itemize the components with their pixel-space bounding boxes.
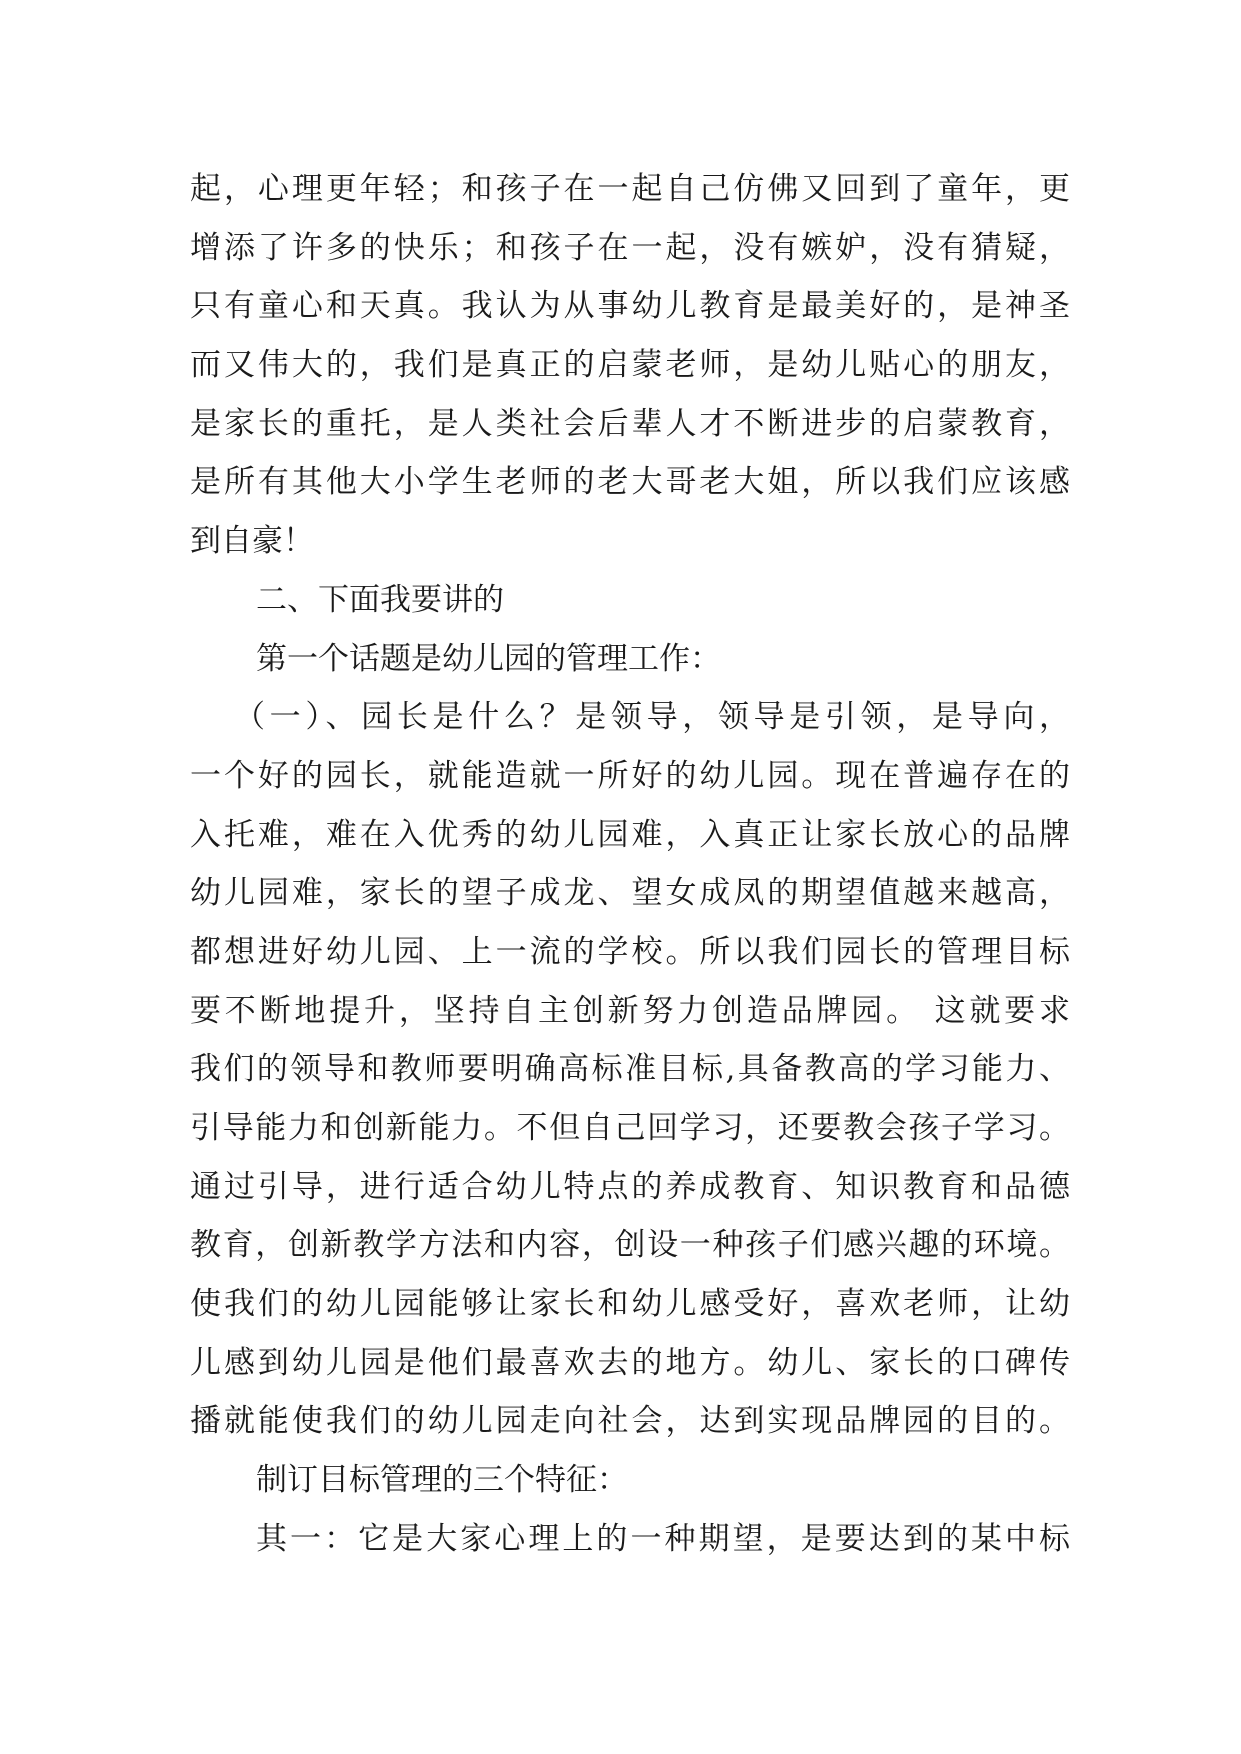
text-line: 增添了许多的快乐；和孩子在一起，没有嫉妒，没有猜疑， bbox=[190, 229, 1070, 266]
text-line: 引导能力和创新能力。不但自己回学习，还要教会孩子学习。 bbox=[190, 1110, 1070, 1146]
section-heading: 二、下面我要讲的 bbox=[256, 581, 504, 618]
text-line: 只有童心和天真。我认为从事幼儿教育是最美好的，是神圣 bbox=[190, 288, 1070, 325]
text-line: 要不断地提升，坚持自主创新努力创造品牌园。 这就要求 bbox=[190, 992, 1070, 1029]
text-line: 其一：它是大家心理上的一种期望，是要达到的某中标 bbox=[256, 1520, 1070, 1557]
text-line: 我们的领导和教师要明确高标准目标,具备教高的学习能力、 bbox=[190, 1051, 1070, 1088]
text-line: 通过引导，进行适合幼儿特点的养成教育、知识教育和品德 bbox=[190, 1168, 1070, 1205]
text-line: 起，心理更年轻；和孩子在一起自己仿佛又回到了童年，更 bbox=[190, 171, 1070, 207]
list-heading: 制订目标管理的三个特征： bbox=[256, 1462, 628, 1499]
text-line: 幼儿园难，家长的望子成龙、望女成凤的期望值越来越高， bbox=[190, 875, 1070, 912]
text-line: 儿感到幼儿园是他们最喜欢去的地方。幼儿、家长的口碑传 bbox=[190, 1344, 1070, 1381]
text-line: 而又伟大的，我们是真正的启蒙老师，是幼儿贴心的朋友， bbox=[190, 347, 1070, 384]
text-line: 播就能使我们的幼儿园走向社会，达到实现品牌园的目的。 bbox=[190, 1403, 1070, 1440]
subsection-heading: （一）、园长是什么？是领导，领导是引领，是导向， bbox=[234, 699, 1070, 736]
text-line: 是所有其他大小学生老师的老大哥老大姐，所以我们应该感 bbox=[190, 464, 1070, 501]
topic-heading: 第一个话题是幼儿园的管理工作： bbox=[256, 640, 721, 677]
text-line: 入托难，难在入优秀的幼儿园难，入真正让家长放心的品牌 bbox=[190, 816, 1070, 853]
body-text bbox=[190, 160, 1070, 1569]
text-line: 教育，创新教学方法和内容，创设一种孩子们感兴趣的环境。 bbox=[190, 1227, 1070, 1264]
text-line: 一个好的园长，就能造就一所好的幼儿园。现在普遍存在的 bbox=[190, 757, 1070, 794]
text-line: 都想进好幼儿园、上一流的学校。所以我们园长的管理目标 bbox=[190, 933, 1070, 970]
text-line: 是家长的重托，是人类社会后辈人才不断进步的启蒙教育， bbox=[190, 405, 1070, 442]
text-line: 到自豪！ bbox=[190, 523, 314, 560]
text-line: 使我们的幼儿园能够让家长和幼儿感受好，喜欢老师，让幼 bbox=[190, 1286, 1070, 1323]
